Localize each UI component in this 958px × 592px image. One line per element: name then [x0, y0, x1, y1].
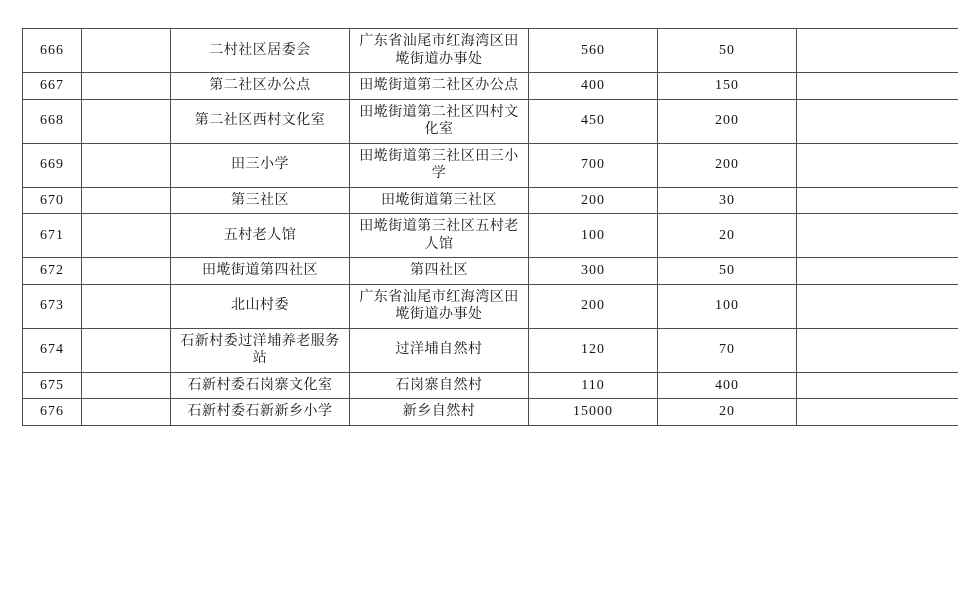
cell-index: [23, 99, 82, 143]
cell-value1-text: 560: [581, 42, 605, 58]
cell-address-text: 新乡自然村: [402, 404, 476, 419]
cell-value1-text: 120: [581, 342, 605, 358]
cell-value2-text: 30: [719, 192, 735, 208]
cell-address: [350, 399, 529, 426]
cell-address: [350, 143, 529, 187]
cell-address: [350, 372, 529, 399]
cell-address: [350, 73, 529, 100]
cell-value1: [529, 328, 658, 372]
table-row: [23, 143, 958, 187]
cell-name-text: 第二社区西村文化室: [194, 113, 326, 129]
cell-blank: [82, 258, 171, 285]
cell-value1: [529, 99, 658, 143]
cell-tail: [797, 284, 958, 328]
cell-address: [350, 214, 529, 258]
cell-address-text: 过洋埔自然村: [395, 342, 483, 358]
cell-blank: [82, 328, 171, 372]
table-row: [23, 29, 958, 73]
cell-value1: [529, 73, 658, 100]
cell-value2: [658, 143, 797, 187]
cell-index-text: 676: [40, 404, 64, 419]
cell-index-text: 669: [40, 157, 64, 173]
cell-index: [23, 284, 82, 328]
cell-name-text: 五村老人馆: [223, 227, 297, 243]
cell-address-text: 第四社区: [410, 263, 468, 278]
cell-blank: [82, 187, 171, 214]
cell-index: [23, 372, 82, 399]
cell-value2: [658, 372, 797, 399]
cell-index: [23, 214, 82, 258]
table-row: [23, 284, 958, 328]
cell-address-text: 石岗寨自然村: [395, 377, 483, 393]
cell-address-text: 田墘街道第三社区: [381, 192, 497, 208]
cell-name-text: 田三小学: [231, 157, 289, 173]
cell-name-text: 石新村委过洋埔养老服务站: [180, 333, 340, 366]
table-row: [23, 258, 958, 285]
table-row: [23, 372, 958, 399]
cell-index-text: 675: [40, 377, 64, 393]
cell-address: [350, 187, 529, 214]
cell-address: [350, 328, 529, 372]
cell-address: [350, 99, 529, 143]
cell-value2: [658, 214, 797, 258]
cell-tail: [797, 372, 958, 399]
cell-index: [23, 187, 82, 214]
cell-value1-text: 110: [581, 377, 605, 393]
cell-value2: [658, 399, 797, 426]
table-row: [23, 99, 958, 143]
cell-name-text: 二村社区居委会: [209, 42, 311, 58]
cell-name: [171, 99, 350, 143]
cell-value1-text: 450: [581, 113, 605, 129]
cell-index: [23, 328, 82, 372]
cell-address-text: 田墘街道第三社区五村老人馆: [359, 219, 519, 252]
cell-name: [171, 143, 350, 187]
cell-value2-text: 70: [719, 342, 735, 358]
cell-name-text: 第三社区: [231, 192, 289, 208]
cell-address-text: 广东省汕尾市红海湾区田墘街道办事处: [359, 34, 519, 67]
cell-name: [171, 372, 350, 399]
cell-name-text: 石新村委石岗寨文化室: [187, 377, 333, 393]
cell-blank: [82, 399, 171, 426]
cell-tail: [797, 214, 958, 258]
cell-value1: [529, 372, 658, 399]
cell-blank: [82, 99, 171, 143]
cell-index-text: 672: [40, 263, 64, 278]
cell-value2-text: 200: [715, 113, 739, 129]
table-row: [23, 187, 958, 214]
cell-value2: [658, 73, 797, 100]
cell-index: [23, 73, 82, 100]
cell-tail: [797, 187, 958, 214]
cell-value2-text: 20: [719, 404, 735, 419]
cell-value1-text: 300: [581, 263, 605, 278]
table-row: [23, 73, 958, 100]
cell-value1: [529, 214, 658, 258]
cell-address: [350, 284, 529, 328]
cell-name: [171, 73, 350, 100]
cell-tail: [797, 29, 958, 73]
cell-address-text: 田墘街道第二社区办公点: [359, 78, 519, 93]
cell-address: [350, 29, 529, 73]
cell-name-text: 第二社区办公点: [209, 78, 311, 93]
cell-value1: [529, 284, 658, 328]
cell-blank: [82, 214, 171, 258]
cell-blank: [82, 29, 171, 73]
table-body: [23, 29, 958, 426]
cell-index-text: 671: [40, 227, 64, 243]
cell-name: [171, 328, 350, 372]
cell-value2-text: 100: [715, 298, 739, 314]
cell-blank: [82, 143, 171, 187]
cell-name: [171, 214, 350, 258]
cell-value1: [529, 187, 658, 214]
cell-value2-text: 50: [719, 263, 735, 278]
cell-blank: [82, 284, 171, 328]
cell-value1: [529, 258, 658, 285]
cell-index-text: 670: [40, 192, 64, 208]
cell-value1: [529, 143, 658, 187]
cell-blank: [82, 372, 171, 399]
cell-value1-text: 200: [581, 298, 605, 314]
cell-tail: [797, 399, 958, 426]
cell-value2: [658, 328, 797, 372]
cell-value2: [658, 187, 797, 214]
cell-value1-text: 700: [581, 157, 605, 173]
cell-value1: [529, 399, 658, 426]
cell-value1-text: 15000: [573, 404, 613, 419]
cell-tail: [797, 258, 958, 285]
cell-name-text: 石新村委石新新乡小学: [187, 404, 333, 419]
data-table: [22, 28, 958, 426]
cell-value2-text: 20: [719, 227, 735, 243]
table-container: [22, 28, 936, 426]
cell-name-text: 北山村委: [231, 298, 289, 314]
table-row: [23, 399, 958, 426]
cell-value1-text: 400: [581, 78, 605, 93]
cell-name: [171, 29, 350, 73]
cell-address-text: 田墘街道第三社区田三小学: [359, 148, 519, 181]
cell-index: [23, 29, 82, 73]
cell-tail: [797, 143, 958, 187]
table-row: [23, 328, 958, 372]
cell-index-text: 674: [40, 342, 64, 358]
cell-name: [171, 187, 350, 214]
cell-index-text: 666: [40, 42, 64, 58]
cell-index-text: 673: [40, 298, 64, 314]
cell-index-text: 667: [40, 78, 64, 93]
cell-index: [23, 258, 82, 285]
cell-name: [171, 258, 350, 285]
cell-index-text: 668: [40, 113, 64, 129]
cell-value1: [529, 29, 658, 73]
cell-value2-text: 400: [715, 377, 739, 393]
cell-value1-text: 100: [581, 227, 605, 243]
cell-value2-text: 200: [715, 157, 739, 173]
cell-value2-text: 150: [715, 78, 739, 93]
cell-value1-text: 200: [581, 192, 605, 208]
cell-value2: [658, 258, 797, 285]
cell-tail: [797, 73, 958, 100]
cell-value2-text: 50: [719, 42, 735, 58]
cell-index: [23, 143, 82, 187]
cell-tail: [797, 328, 958, 372]
cell-blank: [82, 73, 171, 100]
cell-address-text: 田墘街道第二社区四村文化室: [359, 104, 519, 137]
cell-name: [171, 399, 350, 426]
cell-index: [23, 399, 82, 426]
cell-tail: [797, 99, 958, 143]
cell-name: [171, 284, 350, 328]
cell-value2: [658, 99, 797, 143]
cell-name-text: 田墘街道第四社区: [202, 263, 318, 278]
cell-value2: [658, 284, 797, 328]
cell-address: [350, 258, 529, 285]
table-row: [23, 214, 958, 258]
cell-value2: [658, 29, 797, 73]
cell-address-text: 广东省汕尾市红海湾区田墘街道办事处: [359, 289, 519, 322]
